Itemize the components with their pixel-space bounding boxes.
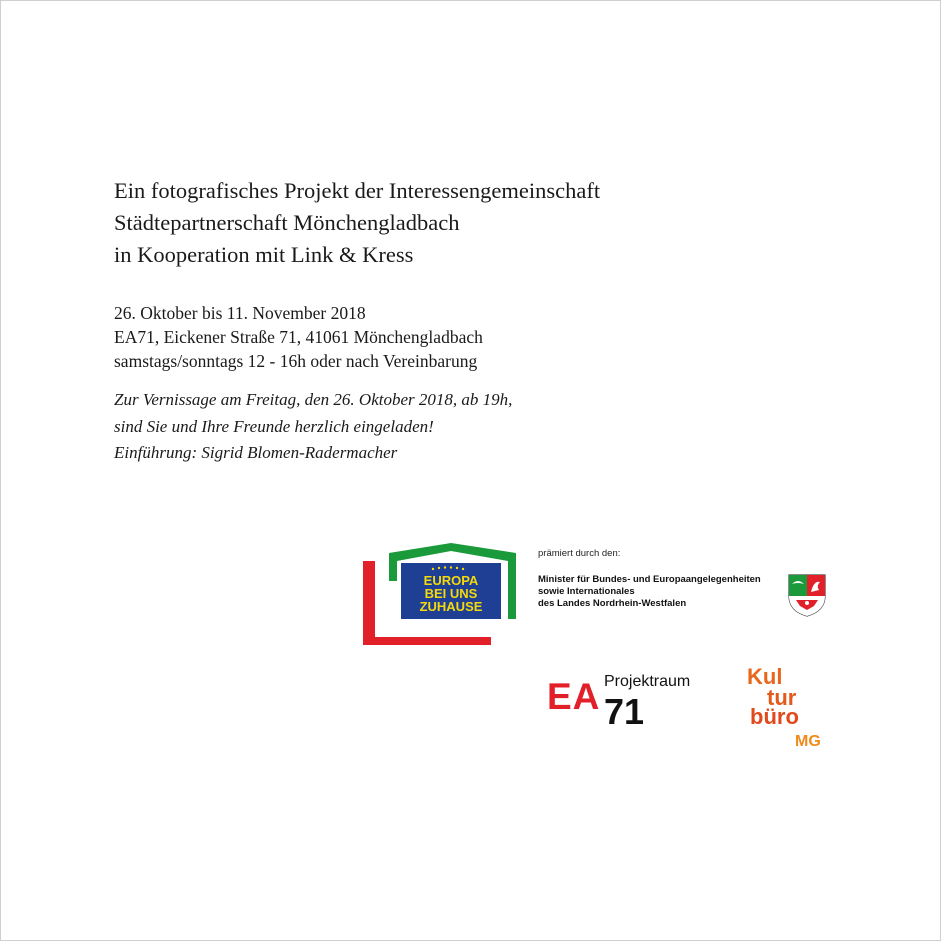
- awarded-by-label: prämiert durch den:: [538, 548, 621, 559]
- eu-logo-line-1: EUROPA: [423, 573, 479, 588]
- title-line-1: Ein fotografisches Projekt der Interessengemeinschaft: [114, 178, 601, 203]
- ea71-projektraum-logo: [547, 671, 697, 733]
- eu-logo-line-3: ZUHAUSE: [419, 599, 483, 614]
- invite-line-1: Zur Vernissage am Freitag, den 26. Oktober 2018, ab 19h,: [114, 390, 513, 409]
- event-info: [114, 301, 483, 373]
- nrw-coat-of-arms-icon: [786, 572, 828, 618]
- kulturbuero-line-1: Kul: [747, 664, 783, 689]
- kulturbuero-line-3: büro: [750, 704, 799, 729]
- title-line-3: in Kooperation mit Link & Kress: [114, 242, 414, 267]
- project-title: [114, 175, 600, 271]
- kulturbuero-mg-logo: [747, 665, 837, 755]
- kulturbuero-line-2: tur: [767, 685, 797, 710]
- event-address: EA71, Eickener Straße 71, 41061 Mönchengladbach: [114, 327, 483, 347]
- eu-logo-line-2: BEI UNS: [424, 586, 478, 601]
- ea-number: 71: [604, 691, 645, 732]
- vernissage-invitation: [114, 387, 512, 467]
- invite-line-2: sind Sie und Ihre Freunde herzlich eingeladen!: [114, 416, 434, 436]
- projektraum-label: Projektraum: [604, 673, 691, 690]
- eu-house-logo: [361, 541, 519, 646]
- ministry-name: [538, 574, 761, 610]
- event-dates: 26. Oktober bis 11. November 2018: [114, 303, 366, 323]
- title-line-2: Städtepartnerschaft Mönchengladbach: [114, 210, 460, 235]
- ea-letters: EA: [547, 676, 601, 717]
- ministry-line-3: des Landes Nordrhein-Westfalen: [538, 598, 687, 609]
- invite-line-3: Einführung: Sigrid Blomen-Radermacher: [114, 443, 398, 462]
- event-opening-hours: samstags/sonntags 12 - 16h oder nach Vereinbarung: [114, 351, 478, 371]
- kulturbuero-line-4: MG: [795, 733, 821, 750]
- ministry-line-1: Minister für Bundes- und Europaangelegenheiten: [538, 574, 761, 585]
- ministry-line-2: sowie Internationales: [538, 586, 635, 597]
